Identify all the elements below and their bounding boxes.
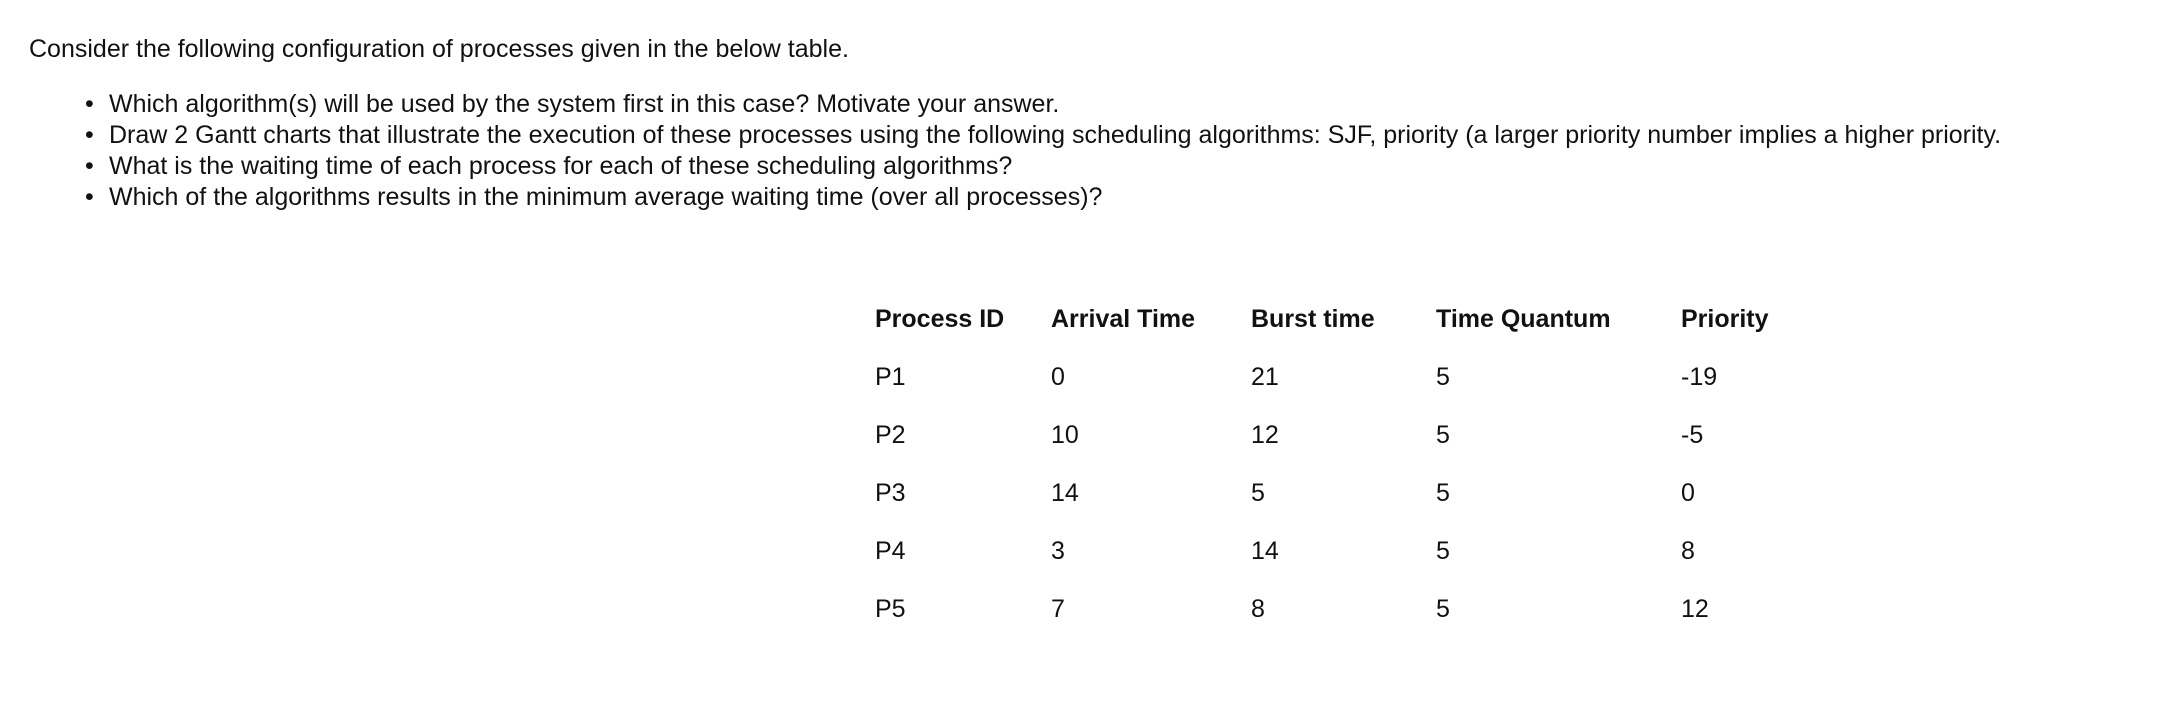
table-cell: 5 <box>1436 478 1450 507</box>
column-header: Time Quantum <box>1436 304 1611 333</box>
table-cell: -5 <box>1681 420 1704 449</box>
table-cell: -19 <box>1681 362 1718 391</box>
table-cell: 0 <box>1051 362 1065 391</box>
table-cell: P4 <box>875 536 906 565</box>
table-row <box>863 348 1811 406</box>
bullet-icon: • <box>85 183 94 211</box>
bullet-icon: • <box>85 90 94 118</box>
table-cell: 5 <box>1436 362 1450 391</box>
table-cell: 8 <box>1251 594 1265 623</box>
table-cell: 3 <box>1051 536 1065 565</box>
table-cell: 8 <box>1681 536 1695 565</box>
bullet-icon: • <box>85 121 94 149</box>
table-row <box>863 464 1811 522</box>
column-header: Arrival Time <box>1051 304 1196 333</box>
question-item <box>80 89 2001 120</box>
column-header: Burst time <box>1251 304 1375 333</box>
table-cell: 10 <box>1051 420 1079 449</box>
column-header: Process ID <box>875 304 1005 333</box>
question-text: What is the waiting time of each process for each of these scheduling algorithms? <box>109 152 1013 180</box>
table-cell: P2 <box>875 420 906 449</box>
table-cell: P5 <box>875 594 906 623</box>
column-header: Priority <box>1681 304 1769 333</box>
question-list <box>80 89 2001 213</box>
process-table <box>863 290 1811 638</box>
table-cell: 5 <box>1436 420 1450 449</box>
table-cell: 5 <box>1251 478 1265 507</box>
table-row <box>863 406 1811 464</box>
table-cell: 12 <box>1251 420 1279 449</box>
question-text: Draw 2 Gantt charts that illustrate the execution of these processes using the following scheduling algorithms: SJF, priority (a larger priority number implies a higher priority. <box>109 121 2002 149</box>
table-cell: 21 <box>1251 362 1279 391</box>
table-cell: 14 <box>1051 478 1079 507</box>
table-header-row <box>863 290 1811 348</box>
table-cell: 14 <box>1251 536 1279 565</box>
table-cell: 5 <box>1436 594 1450 623</box>
table-cell: 0 <box>1681 478 1695 507</box>
intro-text: Consider the following configuration of processes given in the below table. <box>29 35 849 63</box>
question-text: Which algorithm(s) will be used by the system first in this case? Motivate your answer. <box>109 90 1060 118</box>
table-cell: 7 <box>1051 594 1065 623</box>
table-cell: P3 <box>875 478 906 507</box>
table-row <box>863 522 1811 580</box>
question-text: Which of the algorithms results in the minimum average waiting time (over all processes)? <box>109 183 1103 211</box>
question-item <box>80 151 2001 182</box>
table-cell: P1 <box>875 362 906 391</box>
table-row <box>863 580 1811 638</box>
question-item <box>80 120 2001 151</box>
table-cell: 5 <box>1436 536 1450 565</box>
table-cell: 12 <box>1681 594 1709 623</box>
question-item <box>80 182 2001 213</box>
bullet-icon: • <box>85 152 94 180</box>
